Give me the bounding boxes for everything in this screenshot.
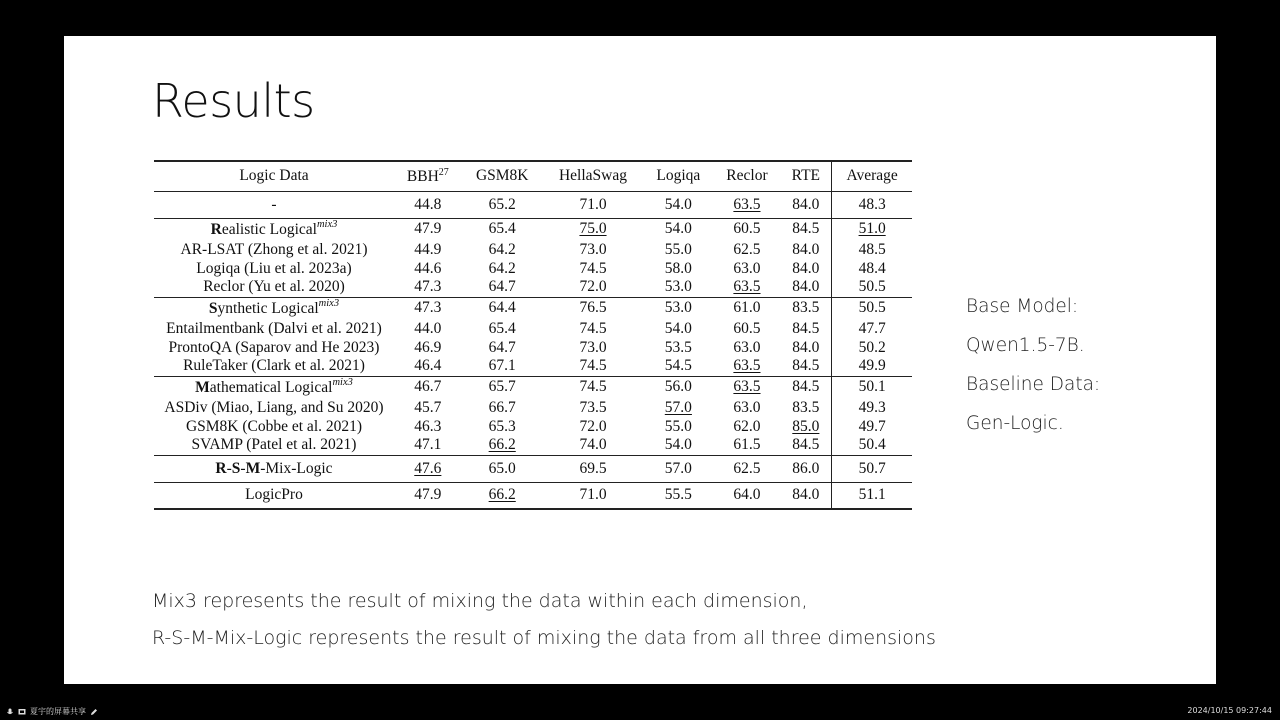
cell-reclor: 61.5: [733, 436, 761, 454]
cell-reclor: 63.5: [733, 378, 761, 396]
cell-gsm8k: 64.2: [488, 240, 516, 258]
table-row-realistic-mix3: [154, 218, 912, 240]
row-label: ASDiv (Miao, Liang, and Su 2020): [164, 398, 384, 416]
cell-average: 50.4: [832, 436, 912, 455]
cell-logiqa: 54.0: [664, 436, 692, 454]
base-model-value: Qwen1.5-7B.: [966, 335, 1085, 356]
cell-reclor: 63.5: [713, 357, 780, 376]
cell-average: 50.2: [832, 338, 912, 357]
cell-average: 51.1: [832, 482, 912, 509]
cell-logiqa: 55.0: [664, 417, 692, 435]
row-label: Realistic Logical$^{mix3}$: [210, 219, 338, 239]
cell-bbh: 47.1: [414, 436, 442, 454]
row-label: ProntoQA (Saparov and He 2023): [168, 338, 380, 356]
cell-average: 49.7: [832, 417, 912, 436]
cell-reclor: 63.0: [733, 338, 761, 356]
cell-hellaswag: 71.0: [543, 482, 644, 509]
footnote-rsm-mix-logic: R-S-M-Mix-Logic represents the result of mixing the data from all three dimensions: [152, 627, 936, 649]
cell-hellaswag: 73.5: [579, 398, 607, 416]
header-gsm8k: GSM8K: [462, 161, 543, 191]
row-label: LogicPro: [154, 482, 394, 509]
row-label: R-S-M-Mix-Logic: [154, 455, 394, 482]
cell-average: 50.5: [832, 278, 912, 297]
table-header-row: [154, 161, 912, 191]
cell-hellaswag: 75.0: [579, 220, 607, 238]
row-label: Reclor (Yu et al. 2020): [154, 278, 394, 297]
cell-bbh: 44.8: [394, 191, 462, 218]
presentation-slide: [64, 36, 1216, 684]
table-row-rsm-mix-logic: [154, 455, 912, 482]
row-label: -: [154, 191, 394, 218]
cell-bbh: 47.3: [414, 299, 442, 317]
cell-rte: 83.5: [792, 398, 820, 416]
cell-rte: 83.5: [792, 299, 820, 317]
cell-average: 48.3: [832, 191, 912, 218]
cell-average: 50.1: [832, 376, 912, 398]
cell-gsm8k: 67.1: [462, 357, 543, 376]
cell-hellaswag: 74.5: [579, 378, 607, 396]
row-label: RuleTaker (Clark et al. 2021): [154, 357, 394, 376]
slide-title: Results: [152, 74, 315, 128]
cell-average: 48.5: [832, 240, 912, 259]
cell-gsm8k: 65.4: [488, 319, 516, 337]
cell-gsm8k: 65.7: [488, 378, 516, 396]
table-row-logicpro: [154, 482, 912, 509]
cell-hellaswag: 71.0: [543, 191, 644, 218]
table-row: [154, 259, 912, 278]
cell-rte: 84.0: [780, 191, 831, 218]
table-row: [154, 357, 912, 376]
cell-logiqa: 57.0: [664, 398, 692, 416]
cell-average: 49.3: [832, 398, 912, 417]
cell-reclor: 60.5: [733, 220, 761, 238]
cell-hellaswag: 74.5: [579, 319, 607, 337]
cell-bbh: 47.6: [394, 455, 462, 482]
screen-share-bar: [0, 702, 1280, 720]
cell-logiqa: 55.0: [664, 240, 692, 258]
cell-rte: 84.5: [792, 378, 820, 396]
cell-hellaswag: 72.0: [579, 417, 607, 435]
cell-rte: 84.0: [780, 278, 831, 297]
cell-hellaswag: 74.5: [543, 357, 644, 376]
table-row-baseline: [154, 191, 912, 218]
cell-hellaswag: 74.5: [579, 259, 607, 277]
cell-average: 48.4: [832, 259, 912, 278]
cell-rte: 84.0: [780, 482, 831, 509]
cell-logiqa: 53.5: [664, 338, 692, 356]
header-bbh: BBH$^{27}$: [394, 161, 462, 191]
cell-bbh: 46.3: [414, 417, 442, 435]
row-label: Mathematical Logical$^{mix3}$: [195, 377, 353, 397]
cell-logiqa: 54.0: [664, 319, 692, 337]
cell-gsm8k: 64.4: [488, 299, 516, 317]
cell-hellaswag: 74.0: [579, 436, 607, 454]
cell-logiqa: 53.0: [643, 278, 713, 297]
cell-reclor: 61.0: [733, 299, 761, 317]
cell-gsm8k: 65.0: [462, 455, 543, 482]
share-status: [6, 706, 98, 717]
cell-bbh: 44.0: [414, 319, 442, 337]
table-row-synthetic-mix3: [154, 297, 912, 319]
cell-bbh: 47.3: [394, 278, 462, 297]
cell-average: 49.9: [832, 357, 912, 376]
cell-reclor: 63.5: [713, 191, 780, 218]
table-row: [154, 436, 912, 455]
cell-gsm8k: 66.2: [462, 482, 543, 509]
cell-rte: 84.0: [792, 259, 820, 277]
row-label: AR-LSAT (Zhong et al. 2021): [180, 240, 368, 258]
table-row-mathematical-mix3: [154, 376, 912, 398]
cell-rte: 84.5: [792, 319, 820, 337]
cell-bbh: 45.7: [414, 398, 442, 416]
cell-gsm8k: 64.2: [488, 259, 516, 277]
cell-rte: 84.5: [780, 357, 831, 376]
row-label: GSM8K (Cobbe et al. 2021): [185, 417, 363, 435]
cell-hellaswag: 72.0: [543, 278, 644, 297]
cell-reclor: 64.0: [713, 482, 780, 509]
cell-gsm8k: 66.2: [488, 436, 516, 454]
cell-bbh: 47.9: [394, 482, 462, 509]
cell-bbh: 46.7: [414, 378, 442, 396]
cell-gsm8k: 66.7: [488, 398, 516, 416]
cell-reclor: 62.5: [713, 455, 780, 482]
table-row: [154, 338, 912, 357]
header-logic-data: Logic Data: [154, 161, 394, 191]
cell-gsm8k: 65.2: [462, 191, 543, 218]
cell-logiqa: 53.0: [664, 299, 692, 317]
cell-gsm8k: 65.4: [488, 220, 516, 238]
table-row: [154, 319, 912, 338]
cell-hellaswag: 73.0: [579, 240, 607, 258]
cell-bbh: 44.9: [414, 240, 442, 258]
header-reclor: Reclor: [713, 161, 780, 191]
microphone-icon[interactable]: [6, 708, 14, 716]
table-row: [154, 417, 912, 436]
cell-rte: 85.0: [792, 417, 820, 435]
cell-bbh: 46.4: [394, 357, 462, 376]
table-row: [154, 398, 912, 417]
cell-logiqa: 57.0: [643, 455, 713, 482]
pencil-icon[interactable]: [90, 708, 98, 716]
cell-rte: 86.0: [780, 455, 831, 482]
cell-gsm8k: 64.7: [462, 278, 543, 297]
table-row: [154, 278, 912, 297]
cell-reclor: 62.0: [733, 417, 761, 435]
cell-reclor: 63.0: [733, 398, 761, 416]
header-hellaswag: HellaSwag: [543, 161, 644, 191]
cell-rte: 84.5: [792, 436, 820, 454]
timestamp: 2024/10/15 09:27:44: [1187, 706, 1272, 715]
header-logiqa: Logiqa: [643, 161, 713, 191]
share-label: 夏宇的屏幕共享: [30, 707, 86, 716]
table-row: [154, 240, 912, 259]
baseline-data-value: Gen-Logic.: [966, 413, 1064, 434]
cell-average: 51.0: [832, 218, 912, 240]
screen-share-icon[interactable]: [18, 708, 26, 716]
cell-average: 50.7: [832, 455, 912, 482]
cell-reclor: 62.5: [733, 240, 761, 258]
cell-logiqa: 54.0: [664, 220, 692, 238]
cell-rte: 84.0: [792, 338, 820, 356]
header-average: Average: [832, 161, 912, 191]
cell-bbh: 46.9: [414, 338, 442, 356]
baseline-data-label: Baseline Data:: [966, 374, 1101, 395]
cell-logiqa: 58.0: [664, 259, 692, 277]
cell-logiqa: 55.5: [643, 482, 713, 509]
cell-hellaswag: 69.5: [543, 455, 644, 482]
cell-logiqa: 54.0: [643, 191, 713, 218]
cell-logiqa: 54.5: [643, 357, 713, 376]
row-label: Logiqa (Liu et al. 2023a): [196, 259, 352, 277]
cell-bbh: 47.9: [414, 220, 442, 238]
cell-gsm8k: 65.3: [488, 417, 516, 435]
cell-reclor: 60.5: [733, 319, 761, 337]
footnote-mix3: Mix3 represents the result of mixing the data within each dimension,: [152, 590, 808, 612]
cell-reclor: 63.5: [713, 278, 780, 297]
cell-hellaswag: 73.0: [579, 338, 607, 356]
cell-average: 47.7: [832, 319, 912, 338]
cell-average: 50.5: [832, 297, 912, 319]
header-rte: RTE: [780, 161, 831, 191]
cell-reclor: 63.0: [733, 259, 761, 277]
cell-rte: 84.5: [792, 220, 820, 238]
row-label: Entailmentbank (Dalvi et al. 2021): [166, 319, 382, 337]
results-table: [154, 160, 912, 510]
cell-hellaswag: 76.5: [579, 299, 607, 317]
row-label: Synthetic Logical$^{mix3}$: [208, 298, 340, 318]
cell-gsm8k: 64.7: [488, 338, 516, 356]
base-model-label: Base Model:: [966, 296, 1079, 317]
cell-rte: 84.0: [792, 240, 820, 258]
row-label: SVAMP (Patel et al. 2021): [191, 436, 357, 454]
model-info: [966, 294, 1100, 450]
cell-logiqa: 56.0: [664, 378, 692, 396]
cell-bbh: 44.6: [414, 259, 442, 277]
